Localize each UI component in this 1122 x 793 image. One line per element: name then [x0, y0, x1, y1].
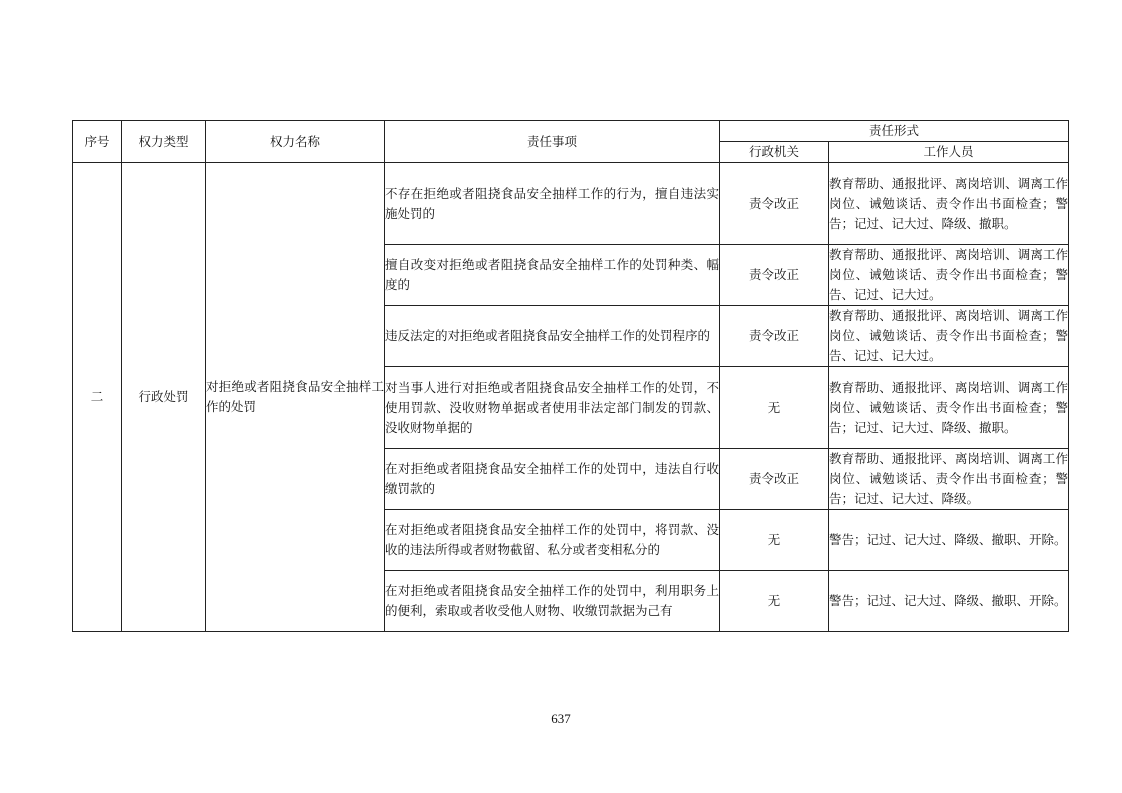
cell-staff: 警告；记过、记大过、降级、撤职、开除。: [829, 510, 1069, 571]
cell-seq: 二: [73, 163, 122, 632]
cell-staff: 教育帮助、通报批评、离岗培训、调离工作岗位、诫勉谈话、责令作出书面检查；警告、记过、记大过。: [829, 306, 1069, 367]
cell-admin-organ: 责令改正: [720, 449, 829, 510]
cell-duty-matter: 对当事人进行对拒绝或者阻挠食品安全抽样工作的处罚，不使用罚款、没收财物单据或者使用非法定部门制发的罚款、没收财物单据的: [385, 367, 720, 449]
cell-admin-organ: 无: [720, 367, 829, 449]
header-seq: 序号: [73, 121, 122, 163]
header-admin-organ: 行政机关: [720, 142, 829, 163]
header-staff: 工作人员: [829, 142, 1069, 163]
cell-power-type: 行政处罚: [122, 163, 206, 632]
table-row: [73, 163, 1069, 245]
header-duty-form: 责任形式: [720, 121, 1069, 142]
cell-staff: 教育帮助、通报批评、离岗培训、调离工作岗位、诫勉谈话、责令作出书面检查；警告；记过、记大过、降级、撤职。: [829, 367, 1069, 449]
cell-staff: 教育帮助、通报批评、离岗培训、调离工作岗位、诫勉谈话、责令作出书面检查；警告；记过、记大过、降级。: [829, 449, 1069, 510]
cell-admin-organ: 责令改正: [720, 306, 829, 367]
cell-staff: 教育帮助、通报批评、离岗培训、调离工作岗位、诫勉谈话、责令作出书面检查；警告；记过、记大过、降级、撤职。: [829, 163, 1069, 245]
header-power-type: 权力类型: [122, 121, 206, 163]
cell-staff: 警告；记过、记大过、降级、撤职、开除。: [829, 571, 1069, 632]
header-power-name: 权力名称: [206, 121, 385, 163]
cell-duty-matter: 不存在拒绝或者阻挠食品安全抽样工作的行为，擅自违法实施处罚的: [385, 163, 720, 245]
cell-admin-organ: 责令改正: [720, 163, 829, 245]
cell-duty-matter: 在对拒绝或者阻挠食品安全抽样工作的处罚中，将罚款、没收的违法所得或者财物截留、私分或者变相私分的: [385, 510, 720, 571]
cell-staff: 教育帮助、通报批评、离岗培训、调离工作岗位、诫勉谈话、责令作出书面检查；警告、记过、记大过。: [829, 245, 1069, 306]
cell-duty-matter: 擅自改变对拒绝或者阻挠食品安全抽样工作的处罚种类、幅度的: [385, 245, 720, 306]
cell-power-name: 对拒绝或者阻挠食品安全抽样工作的处罚: [206, 163, 385, 632]
cell-admin-organ: 责令改正: [720, 245, 829, 306]
cell-duty-matter: 违反法定的对拒绝或者阻挠食品安全抽样工作的处罚程序的: [385, 306, 720, 367]
cell-admin-organ: 无: [720, 510, 829, 571]
header-duty-matter: 责任事项: [385, 121, 720, 163]
cell-duty-matter: 在对拒绝或者阻挠食品安全抽样工作的处罚中，违法自行收缴罚款的: [385, 449, 720, 510]
page-number: 637: [551, 711, 571, 726]
cell-duty-matter: 在对拒绝或者阻挠食品安全抽样工作的处罚中，利用职务上的便利，索取或者收受他人财物、收缴罚款据为己有: [385, 571, 720, 632]
responsibility-table: [72, 120, 1069, 632]
cell-admin-organ: 无: [720, 571, 829, 632]
